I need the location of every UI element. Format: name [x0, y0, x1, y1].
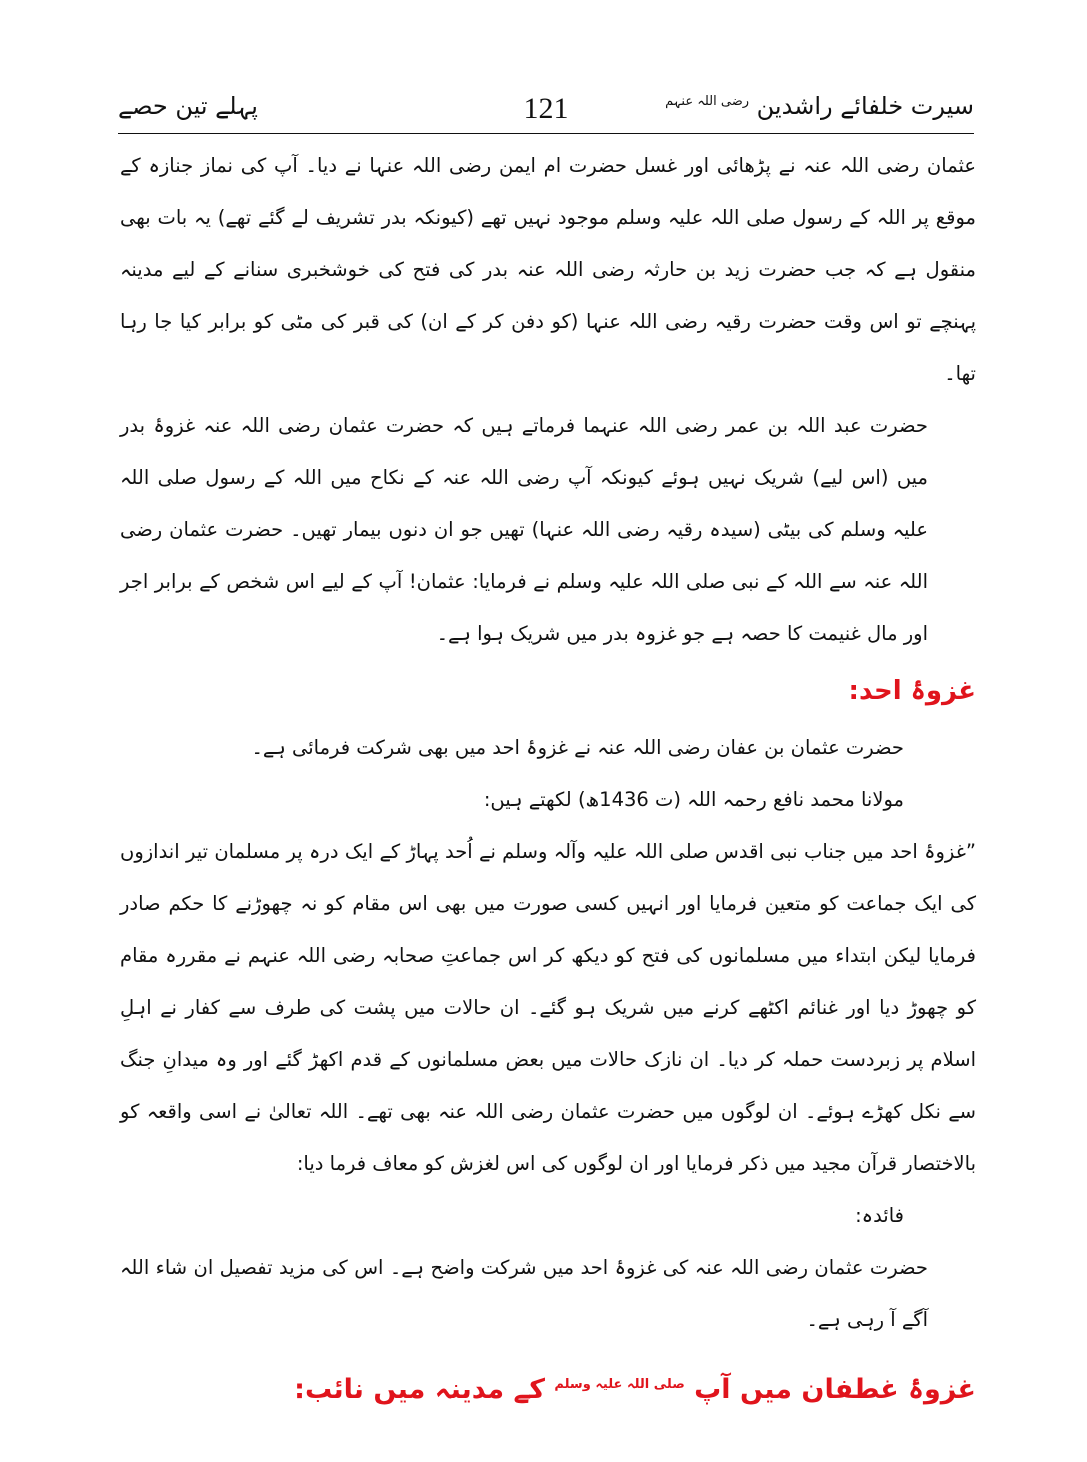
ghatafan-heading-part-1: غزوۂ غطفان میں آپ	[694, 1374, 976, 1405]
paragraph-2: حضرت عبد اللہ بن عمر رضی اللہ عنہما فرماتے ہیں کہ حضرت عثمان رضی اللہ عنہ غزوۂ بدر میں (اس لیے) شریک نہیں ہوئے کیونکہ آپ رضی اللہ عنہ کے نکاح میں اللہ کے رسول صلی اللہ علیہ وسلم کی بیٹی (سیدہ رقیہ رضی اللہ عنہا) تھیں جو ان دنوں بیمار تھیں۔ حضرت عثمان رضی اللہ عنہ سے اللہ کے نبی صلی اللہ علیہ وسلم نے فرمایا: عثمان! آپ کے لیے اس شخص کے برابر اجر اور مال غنیمت کا حصہ ہے جو غزوہ بدر میں شریک ہوا ہے۔	[120, 414, 929, 645]
uhud-quote: ”غزوۂ احد میں جناب نبی اقدس صلی اللہ علیہ وآلہ وسلم نے اُحد پہاڑ کے ایک درہ پر مسلمان تیر اندازوں کی ایک جماعت کو متعین فرمایا اور انہیں کسی صورت میں بھی اس مقام کو نہ چھوڑنے کا حکم صادر فرمایا لیکن ابتداء میں مسلمانوں کی فتح کو دیکھ کر اس جماعتِ صحابہ رضی اللہ عنہم نے مقررہ مقام کو چھوڑ دیا اور غنائم اکٹھے کرنے میں شریک ہو گئے۔ ان حالات میں پشت کی طرف سے کفار نے اہلِ اسلام پر زبردست حملہ کر دیا۔ ان نازک حالات میں بعض مسلمانوں کے قدم اکھڑ گئے اور وہ میدانِ جنگ سے نکل کھڑے ہوئے۔ ان لوگوں میں حضرت عثمان رضی اللہ عنہ بھی تھے۔ اللہ تعالیٰ نے اسی واقعہ کو بالاختصار قرآن مجید میں ذکر فرمایا اور ان لوگوں کی اس لغزش کو معاف فرما دیا:	[120, 840, 976, 1175]
section-heading-ghatafan	[120, 1348, 976, 1427]
benefit-text: حضرت عثمان رضی اللہ عنہ کی غزوۂ احد میں شرکت واضح ہے۔ اس کی مزید تفصیل ان شاء اللہ آگے آ رہی ہے۔	[120, 1256, 928, 1331]
page-number: 121	[523, 92, 569, 125]
page-body	[120, 140, 976, 1427]
paragraph-1: عثمان رضی اللہ عنہ نے پڑھائی اور غسل حضرت ام ایمن رضی اللہ عنہا نے دیا۔ آپ کی نماز جنازہ کے موقع پر اللہ کے رسول صلی اللہ علیہ وسلم موجود نہیں تھے (کیونکہ بدر تشریف لے گئے تھے) یہ بات بھی منقول ہے کہ جب حضرت زید بن حارثہ رضی اللہ عنہ بدر کی فتح کی خوشخبری سنانے کے لیے مدینہ پہنچے تو اس وقت حضرت رقیہ رضی اللہ عنہا (کو دفن کر کے ان) کی قبر کی مٹی کو برابر کیا جا رہا تھا۔	[120, 154, 976, 385]
uhud-line-1: حضرت عثمان بن عفان رضی اللہ عنہ نے غزوۂ احد میں بھی شرکت فرمائی ہے۔	[251, 736, 904, 759]
header-rule	[118, 133, 974, 134]
book-title-text: سیرت خلفائے راشدین	[756, 92, 974, 120]
ghatafan-heading-part-2: کے مدینہ میں نائب:	[294, 1374, 546, 1405]
benefit-label: فائدہ:	[855, 1204, 904, 1227]
book-title-honorific: رضی اللہ عنہم	[665, 94, 750, 109]
page-header	[118, 88, 974, 128]
section-heading-uhud: غزوۂ احد:	[848, 676, 976, 706]
volume-label: پہلے تین حصے	[118, 92, 258, 120]
ghatafan-honorific: صلی اللہ علیہ وسلم	[554, 1377, 685, 1392]
uhud-line-2: مولانا محمد نافع رحمہ اللہ (ت 1436ھ) لکھتے ہیں:	[483, 788, 904, 811]
